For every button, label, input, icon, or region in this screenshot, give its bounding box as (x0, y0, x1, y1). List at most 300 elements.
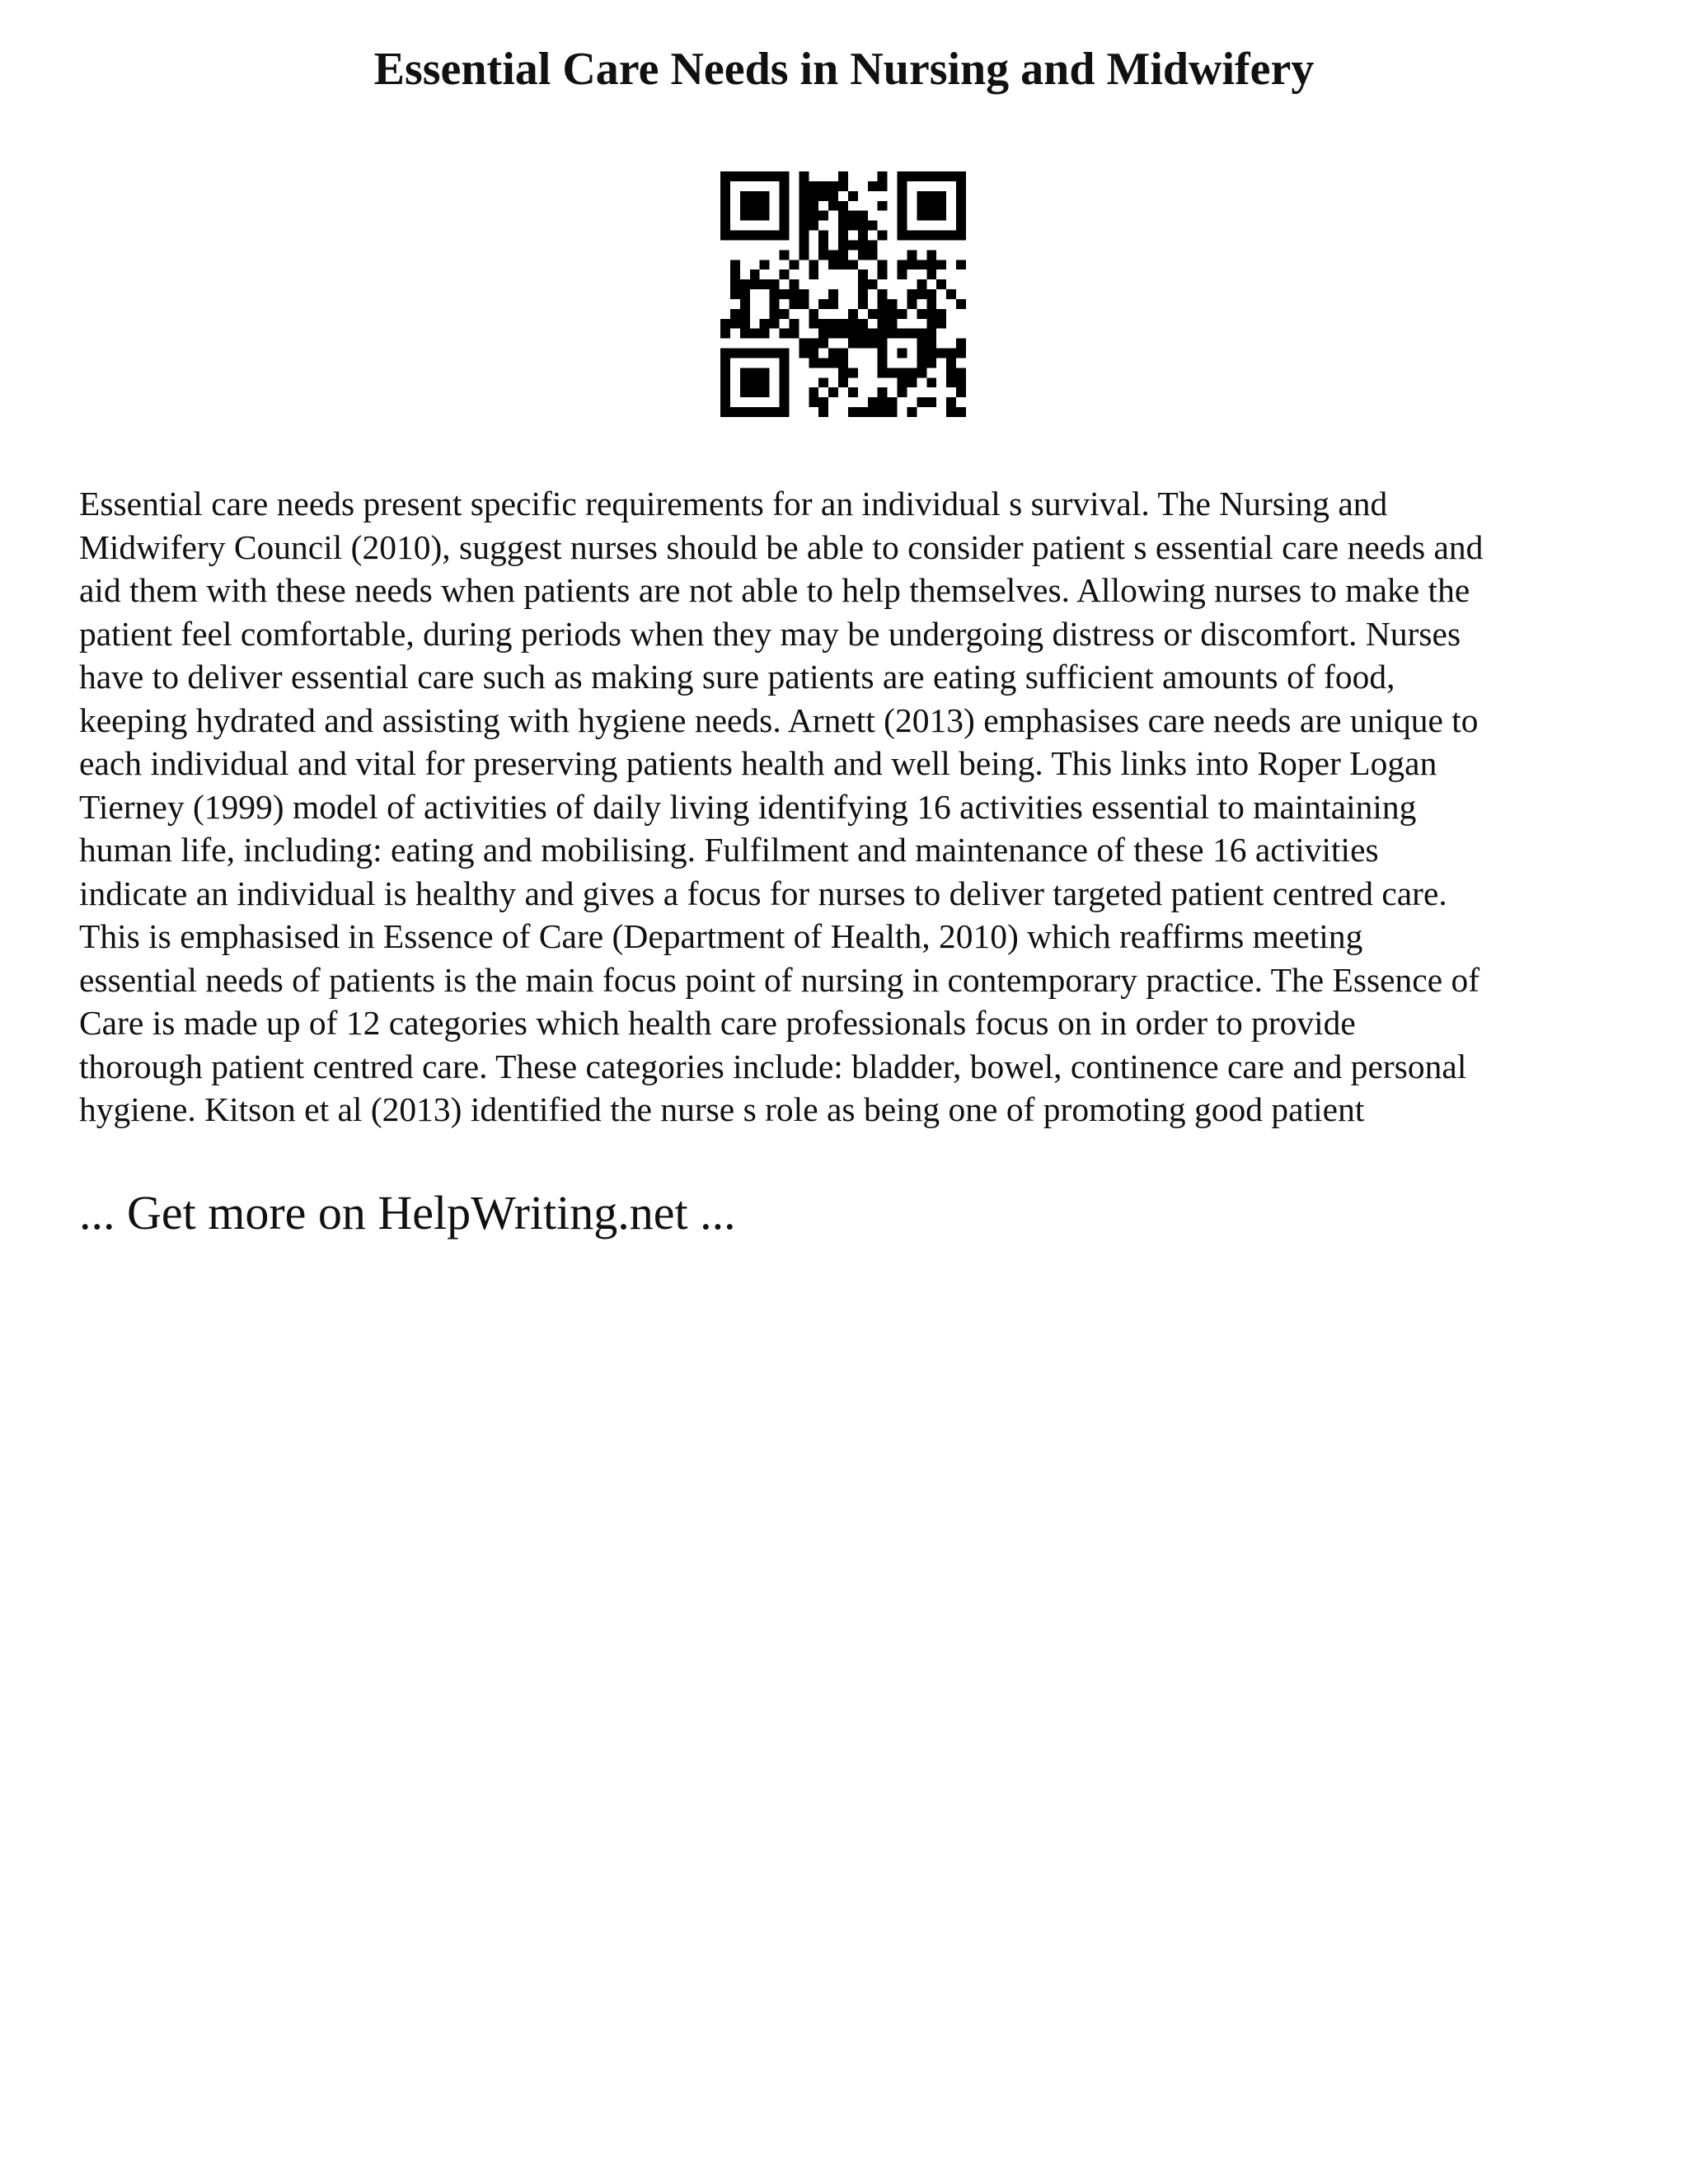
qr-module (740, 329, 750, 339)
qr-module (780, 191, 790, 201)
qr-module (780, 289, 790, 299)
qr-module (848, 319, 858, 329)
body-line: hygiene. Kitson et al (2013) identified the nurse s role as being one of promoting good patient (79, 1090, 1365, 1128)
qr-module (917, 358, 926, 368)
qr-module (926, 397, 936, 407)
qr-module (926, 339, 936, 349)
qr-module (878, 231, 888, 241)
qr-module (770, 319, 780, 329)
qr-module (740, 171, 750, 181)
qr-module (878, 260, 888, 269)
qr-module (898, 329, 907, 339)
qr-module (878, 171, 888, 181)
qr-module (780, 231, 790, 241)
qr-module (760, 368, 770, 377)
body-line: Midwifery Council (2010), suggest nurses should be able to consider patient s essential care needs and (79, 527, 1484, 566)
qr-module (848, 221, 858, 231)
qr-module (936, 171, 946, 181)
qr-module (907, 299, 917, 309)
qr-module (946, 231, 956, 241)
qr-module (720, 387, 730, 397)
qr-module (770, 279, 780, 289)
qr-module (926, 260, 936, 269)
qr-module (740, 309, 750, 319)
qr-module (848, 407, 858, 417)
qr-module (818, 397, 828, 407)
qr-module (780, 377, 790, 387)
qr-module (858, 231, 868, 241)
body-line: thorough patient centred care. These categories include: bladder, bowel, continence care and personal (79, 1047, 1467, 1085)
qr-module (838, 171, 848, 181)
body-line: human life, including: eating and mobilising. Fulfilment and maintenance of these 16 activities (79, 831, 1379, 869)
qr-module (956, 377, 966, 387)
qr-module (898, 368, 907, 377)
qr-module (926, 289, 936, 299)
qr-module (858, 329, 868, 339)
qr-module (926, 319, 936, 329)
qr-module (838, 250, 848, 260)
qr-module (760, 201, 770, 211)
qr-module (956, 201, 966, 211)
qr-module (740, 279, 750, 289)
qr-module (936, 309, 946, 319)
qr-module (730, 319, 740, 329)
qr-module (917, 191, 926, 201)
qr-module (720, 407, 730, 417)
qr-module (898, 211, 907, 221)
qr-module (926, 211, 936, 221)
qr-module (799, 240, 809, 250)
qr-module (750, 329, 760, 339)
qr-module (917, 279, 926, 289)
body-paragraph (79, 482, 1629, 1132)
qr-module (907, 260, 917, 269)
qr-module (730, 269, 740, 279)
qr-module (956, 181, 966, 191)
qr-module (730, 407, 740, 417)
qr-module (740, 377, 750, 387)
qr-module (789, 260, 799, 269)
qr-module (838, 368, 848, 377)
qr-module (818, 339, 828, 349)
qr-module (809, 339, 818, 349)
qr-module (730, 279, 740, 289)
qr-module (809, 397, 818, 407)
qr-module (878, 358, 888, 368)
qr-module (750, 377, 760, 387)
qr-module (868, 221, 878, 231)
qr-module (878, 329, 888, 339)
qr-module (740, 319, 750, 329)
qr-module (720, 368, 730, 377)
qr-module (848, 211, 858, 221)
qr-module (888, 319, 898, 329)
qr-module (926, 329, 936, 339)
body-line: patient feel comfortable, during periods when they may be undergoing distress or discomfort. Nurses (79, 614, 1461, 653)
qr-module (720, 329, 730, 339)
qr-module (917, 309, 926, 319)
qr-module (750, 279, 760, 289)
qr-module (956, 368, 966, 377)
qr-module (956, 260, 966, 269)
qr-module (917, 171, 926, 181)
qr-module (799, 339, 809, 349)
qr-module (858, 221, 868, 231)
qr-module (818, 231, 828, 241)
qr-module (828, 289, 838, 299)
qr-module (780, 201, 790, 211)
qr-module (760, 377, 770, 387)
qr-module (936, 319, 946, 329)
body-line: have to deliver essential care such as making sure patients are eating sufficient amounts of food, (79, 658, 1395, 696)
qr-module (760, 171, 770, 181)
qr-module (740, 349, 750, 359)
qr-module (828, 349, 838, 359)
qr-module (809, 221, 818, 231)
qr-module (809, 269, 818, 279)
qr-module (936, 211, 946, 221)
qr-module (838, 211, 848, 221)
qr-module (936, 231, 946, 241)
qr-module (828, 329, 838, 339)
qr-module (858, 289, 868, 299)
qr-module (956, 171, 966, 181)
qr-module (838, 181, 848, 191)
qr-module (720, 171, 730, 181)
qr-module (848, 387, 858, 397)
qr-module (917, 397, 926, 407)
qr-module (858, 319, 868, 329)
qr-module (828, 260, 838, 269)
qr-module (740, 289, 750, 299)
qr-module (898, 191, 907, 201)
get-more-link[interactable]: ... Get more on HelpWriting.net ... (79, 1186, 736, 1240)
qr-module (898, 221, 907, 231)
qr-module (878, 299, 888, 309)
qr-module (789, 279, 799, 289)
qr-module (740, 387, 750, 397)
qr-module (838, 319, 848, 329)
qr-module (956, 387, 966, 397)
qr-module (858, 279, 868, 289)
qr-module (760, 407, 770, 417)
qr-module (917, 201, 926, 211)
qr-module (898, 171, 907, 181)
qr-module (946, 377, 956, 387)
qr-module (818, 240, 828, 250)
body-line: Tierney (1999) model of activities of daily living identifying 16 activities essential to maintaining (79, 787, 1417, 826)
qr-module (888, 329, 898, 339)
qr-module (838, 221, 848, 231)
qr-module (838, 201, 848, 211)
qr-module (760, 191, 770, 201)
qr-module (799, 171, 809, 181)
qr-module (848, 240, 858, 250)
qr-module (750, 368, 760, 377)
qr-module (858, 299, 868, 309)
qr-module (799, 231, 809, 241)
qr-module (907, 377, 917, 387)
qr-module (799, 181, 809, 191)
qr-module (926, 171, 936, 181)
qr-module (809, 181, 818, 191)
qr-module (799, 349, 809, 359)
qr-module (740, 231, 750, 241)
qr-module (818, 211, 828, 221)
qr-module (848, 260, 858, 269)
qr-module (789, 319, 799, 329)
qr-module (730, 171, 740, 181)
qr-module (926, 358, 936, 368)
qr-module (956, 349, 966, 359)
qr-module (750, 191, 760, 201)
qr-module (878, 289, 888, 299)
qr-module (907, 250, 917, 260)
qr-module (956, 221, 966, 231)
qr-module (936, 260, 946, 269)
qr-module (750, 231, 760, 241)
qr-module (809, 309, 818, 319)
qr-module (799, 299, 809, 309)
qr-module (730, 260, 740, 269)
qr-module (760, 387, 770, 397)
qr-module (818, 191, 828, 201)
qr-module (780, 309, 790, 319)
qr-module (818, 250, 828, 260)
qr-module (799, 289, 809, 299)
qr-module (750, 407, 760, 417)
qr-module (898, 201, 907, 211)
qr-module (926, 299, 936, 309)
qr-module (789, 299, 799, 309)
qr-module (878, 181, 888, 191)
qr-module (770, 349, 780, 359)
qr-module (868, 250, 878, 260)
qr-module (868, 329, 878, 339)
qr-module (888, 397, 898, 407)
qr-module (720, 201, 730, 211)
qr-module (936, 349, 946, 359)
qr-module (750, 349, 760, 359)
qr-module (868, 240, 878, 250)
qr-module (809, 319, 818, 329)
qr-module (828, 250, 838, 260)
qr-module (848, 368, 858, 377)
qr-module (720, 319, 730, 329)
qr-module (848, 339, 858, 349)
qr-module (750, 387, 760, 397)
qr-module (730, 349, 740, 359)
qr-module (858, 250, 868, 260)
qr-module (888, 368, 898, 377)
qr-module (917, 211, 926, 221)
qr-module (907, 289, 917, 299)
body-line: keeping hydrated and assisting with hygiene needs. Arnett (2013) emphasises care needs are unique to (79, 701, 1479, 739)
qr-module (799, 201, 809, 211)
qr-module (770, 299, 780, 309)
qr-module (720, 221, 730, 231)
qr-module (926, 269, 936, 279)
qr-module (780, 407, 790, 417)
document-title: Essential Care Needs in Nursing and Midwifery (373, 44, 1315, 95)
qr-module (720, 358, 730, 368)
qr-module (917, 329, 926, 339)
qr-module (770, 407, 780, 417)
qr-module (780, 269, 790, 279)
qr-module (878, 349, 888, 359)
qr-module (946, 397, 956, 407)
qr-module (838, 358, 848, 368)
qr-module (828, 201, 838, 211)
qr-module (799, 221, 809, 231)
qr-module (868, 407, 878, 417)
qr-module (838, 240, 848, 250)
qr-module (730, 231, 740, 241)
qr-module (907, 171, 917, 181)
qr-module (780, 329, 790, 339)
qr-module (898, 269, 907, 279)
qr-module (809, 349, 818, 359)
qr-module (720, 191, 730, 201)
qr-module (760, 329, 770, 339)
qr-module (740, 407, 750, 417)
qr-module (838, 231, 848, 241)
qr-module (898, 260, 907, 269)
qr-module (770, 309, 780, 319)
qr-module (956, 407, 966, 417)
qr-module (818, 377, 828, 387)
qr-module (818, 358, 828, 368)
qr-module (740, 211, 750, 221)
qr-module (770, 289, 780, 299)
qr-module (780, 368, 790, 377)
qr-module (818, 319, 828, 329)
qr-module (750, 171, 760, 181)
qr-module (956, 231, 966, 241)
qr-module (818, 407, 828, 417)
qr-module (838, 377, 848, 387)
qr-module (750, 269, 760, 279)
qr-module (868, 397, 878, 407)
qr-module (838, 260, 848, 269)
qr-module (868, 339, 878, 349)
qr-module (878, 407, 888, 417)
qr-module (926, 309, 936, 319)
qr-module (809, 260, 818, 269)
qr-module (770, 231, 780, 241)
qr-module (848, 191, 858, 201)
qr-module (878, 339, 888, 349)
qr-module (838, 349, 848, 359)
qr-module (720, 349, 730, 359)
qr-module (946, 171, 956, 181)
qr-module (878, 319, 888, 329)
qr-module (720, 231, 730, 241)
qr-module (926, 201, 936, 211)
qr-module (760, 231, 770, 241)
qr-module (917, 349, 926, 359)
qr-module (946, 368, 956, 377)
qr-module (818, 181, 828, 191)
qr-module (907, 368, 917, 377)
qr-module (878, 201, 888, 211)
qr-module (858, 211, 868, 221)
body-line: essential needs of patients is the main focus point of nursing in contemporary practice. The Essence of (79, 960, 1480, 999)
qr-module (828, 181, 838, 191)
qr-module (730, 309, 740, 319)
qr-module (740, 201, 750, 211)
qr-module (828, 387, 838, 397)
qr-module (799, 250, 809, 260)
qr-module (888, 407, 898, 417)
qr-module (780, 358, 790, 368)
body-line: Essential care needs present specific requirements for an individual s survival. The Nursing and (79, 485, 1388, 523)
qr-module (926, 377, 936, 387)
qr-module (720, 377, 730, 387)
qr-module (898, 309, 907, 319)
qr-module (907, 407, 917, 417)
qr-module (799, 191, 809, 201)
qr-module (760, 279, 770, 289)
qr-module (898, 387, 907, 397)
qr-module (780, 171, 790, 181)
qr-module (750, 211, 760, 221)
qr-module (936, 279, 946, 289)
qr-module (946, 358, 956, 368)
qr-module (898, 377, 907, 387)
qr-module (917, 260, 926, 269)
qr-module (878, 368, 888, 377)
qr-module (858, 407, 868, 417)
qr-module (868, 279, 878, 289)
qr-module (720, 181, 730, 191)
qr-module (858, 339, 868, 349)
qr-module (907, 231, 917, 241)
qr-module (946, 289, 956, 299)
qr-module (770, 171, 780, 181)
qr-module (848, 309, 858, 319)
qr-module (946, 349, 956, 359)
qr-module (809, 191, 818, 201)
qr-module (780, 387, 790, 397)
body-line: indicate an individual is healthy and gives a focus for nurses to deliver targeted patient centred care. (79, 874, 1447, 912)
qr-module (818, 299, 828, 309)
qr-module (917, 339, 926, 349)
qr-module (809, 201, 818, 211)
qr-module (780, 221, 790, 231)
qr-module (898, 181, 907, 191)
qr-module (799, 211, 809, 221)
qr-module (926, 231, 936, 241)
qr-module (750, 201, 760, 211)
qr-module (809, 211, 818, 221)
qr-module (917, 289, 926, 299)
qr-module (730, 289, 740, 299)
qr-module (760, 319, 770, 329)
qr-module (789, 329, 799, 339)
qr-module (720, 397, 730, 407)
qr-module (760, 211, 770, 221)
qr-module (858, 240, 868, 250)
qr-module (917, 368, 926, 377)
qr-module (828, 319, 838, 329)
qr-module (956, 191, 966, 201)
qr-module (740, 191, 750, 201)
body-line: Care is made up of 12 categories which health care professionals focus on in order to provide (79, 1004, 1356, 1042)
qr-module (868, 181, 878, 191)
qr-module (780, 211, 790, 221)
qr-module (926, 349, 936, 359)
